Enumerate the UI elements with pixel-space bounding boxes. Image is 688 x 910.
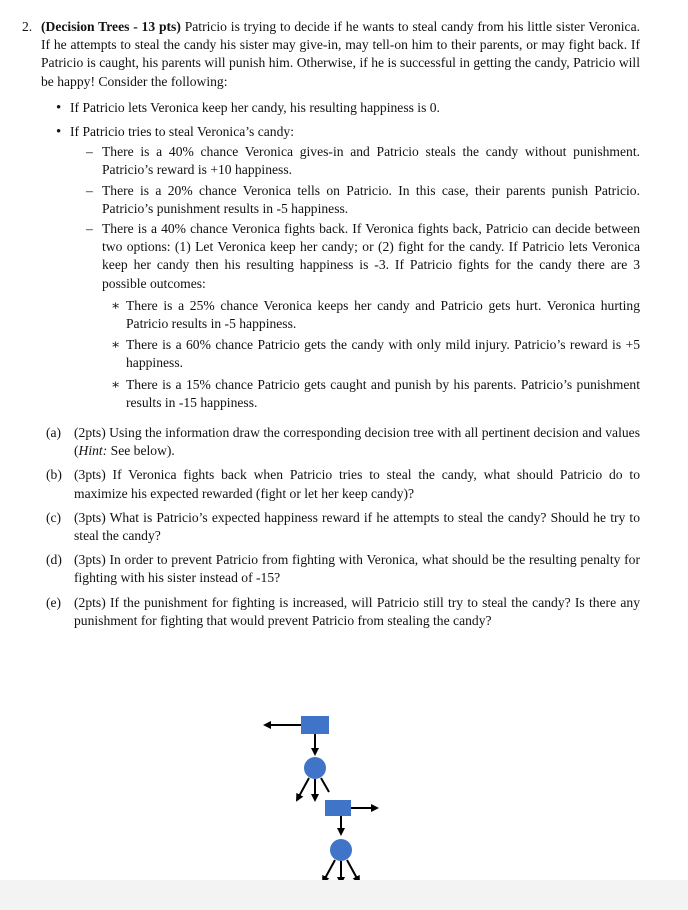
question-part-d: (d) (3pts) In order to prevent Patricio from fighting with Veronica, what should be the resulting penalty for fighting with his sister instead of -15? <box>46 552 640 586</box>
question-part-b: (b) (3pts) If Veronica fights back when Patricio tries to steal the candy, what should Patricio do to maximize his expected rewarded (fight or let her keep candy)? <box>46 467 640 501</box>
bullet-list <box>22 99 640 412</box>
question-part-e: (e) (2pts) If the punishment for fighting is increased, will Patricio still try to steal the candy? Is there any punishment for fighting that would prevent Patricio from stealing the candy? <box>46 594 640 628</box>
decision-node-square <box>301 716 329 734</box>
question-parts <box>22 424 640 630</box>
page-bottom-edge <box>0 880 688 910</box>
star-item: ∗ There is a 15% chance Patricio gets caught and punish by his parents. Patricio’s punishment results in -15 happiness. <box>126 376 640 412</box>
star-list <box>102 297 640 412</box>
chance-branch-arrow <box>323 860 335 882</box>
question-part-a: (a) (2pts) Using the information draw the corresponding decision tree with all pertinent decision and values (Hint: See below). <box>46 425 640 459</box>
question-part-c: (c) (3pts) What is Patricio’s expected happiness reward if he attempts to steal the candy? Should he try to steal the candy? <box>46 509 640 544</box>
decision-tree-hint-diagram <box>255 708 395 888</box>
star-item: ∗ There is a 25% chance Veronica keeps her candy and Patricio gets hurt. Veronica hurting Patricio results in -5 happiness. <box>126 297 640 333</box>
bullet-item: • If Patricio tries to steal Veronica’s candy: – There is a 40% chance Veronica gives-in and Patricio steals the candy without punishment. Patricio’s reward is +10 happiness. – There is a 20% chance Veronica tells on Patricio. In this case, their parents punish Patricio. Patricio’s punishment results in -5 happiness. – There is a 40% chance Veronica fights back. If Veronica fights back, Patricio can decide between two options: (1) Let Veronica keep her candy; or (2) fight for the candy. If Patricio lets Veronica keep her candy then his resulting happiness is -3. If Patricio fights for the candy there are 3 possible outcomes: ∗ There is a 25% chance Veronica keeps her candy and Patricio gets hurt. Veronica hurting Patricio results in -5 happiness. ∗ There is a 60% chance Patricio gets the candy with only mild injury. Patricio’s reward is +5 happiness. ∗ There is a 15% chance Patricio gets caught and punish by his parents. Patricio’s punishment results in -15 happiness. <box>70 123 640 412</box>
bullet-item: • If Patricio lets Veronica keep her candy, his resulting happiness is 0. <box>70 99 640 117</box>
dash-item: – There is a 40% chance Veronica gives-in and Patricio steals the candy without punishment. Patricio’s reward is +10 happiness. <box>102 143 640 179</box>
chance-branch-arrow <box>297 778 309 800</box>
problem-2 <box>22 18 640 636</box>
dash-item: – There is a 20% chance Veronica tells on Patricio. In this case, their parents punish Patricio. Patricio’s punishment results in -5 happiness. <box>102 182 640 218</box>
decision-node-square <box>325 800 351 816</box>
chance-node-circle <box>304 757 326 779</box>
star-item: ∗ There is a 60% chance Patricio gets the candy with only mild injury. Patricio’s reward is +5 happiness. <box>126 336 640 372</box>
chance-branch-line <box>321 778 329 792</box>
chance-node-circle <box>330 839 352 861</box>
problem-title: (Decision Trees - 13 pts) <box>41 19 181 34</box>
problem-intro <box>22 18 640 91</box>
dash-item: – There is a 40% chance Veronica fights back. If Veronica fights back, Patricio can decide between two options: (1) Let Veronica keep her candy; or (2) fight for the candy. If Patricio lets Veronica keep her candy then his resulting happiness is -3. If Patricio fights for the candy there are 3 possible outcomes: ∗ There is a 25% chance Veronica keeps her candy and Patricio gets hurt. Veronica hurting Patricio results in -5 happiness. ∗ There is a 60% chance Patricio gets the candy with only mild injury. Patricio’s reward is +5 happiness. ∗ There is a 15% chance Patricio gets caught and punish by his parents. Patricio’s punishment results in -15 happiness. <box>102 220 640 412</box>
dash-list <box>70 143 640 412</box>
problem-intro-text: Patricio is trying to decide if he wants to steal candy from his little sister Veronica. If he attempts to steal the candy his sister may give-in, may tell-on him to their parents, or may fight back. If Patricio is caught, his parents will punish him. Otherwise, if he is successful in getting the candy, Patricio will be happy! Consider the following: <box>41 19 641 89</box>
chance-branch-arrow <box>347 860 359 882</box>
problem-number: 2. <box>22 19 33 34</box>
